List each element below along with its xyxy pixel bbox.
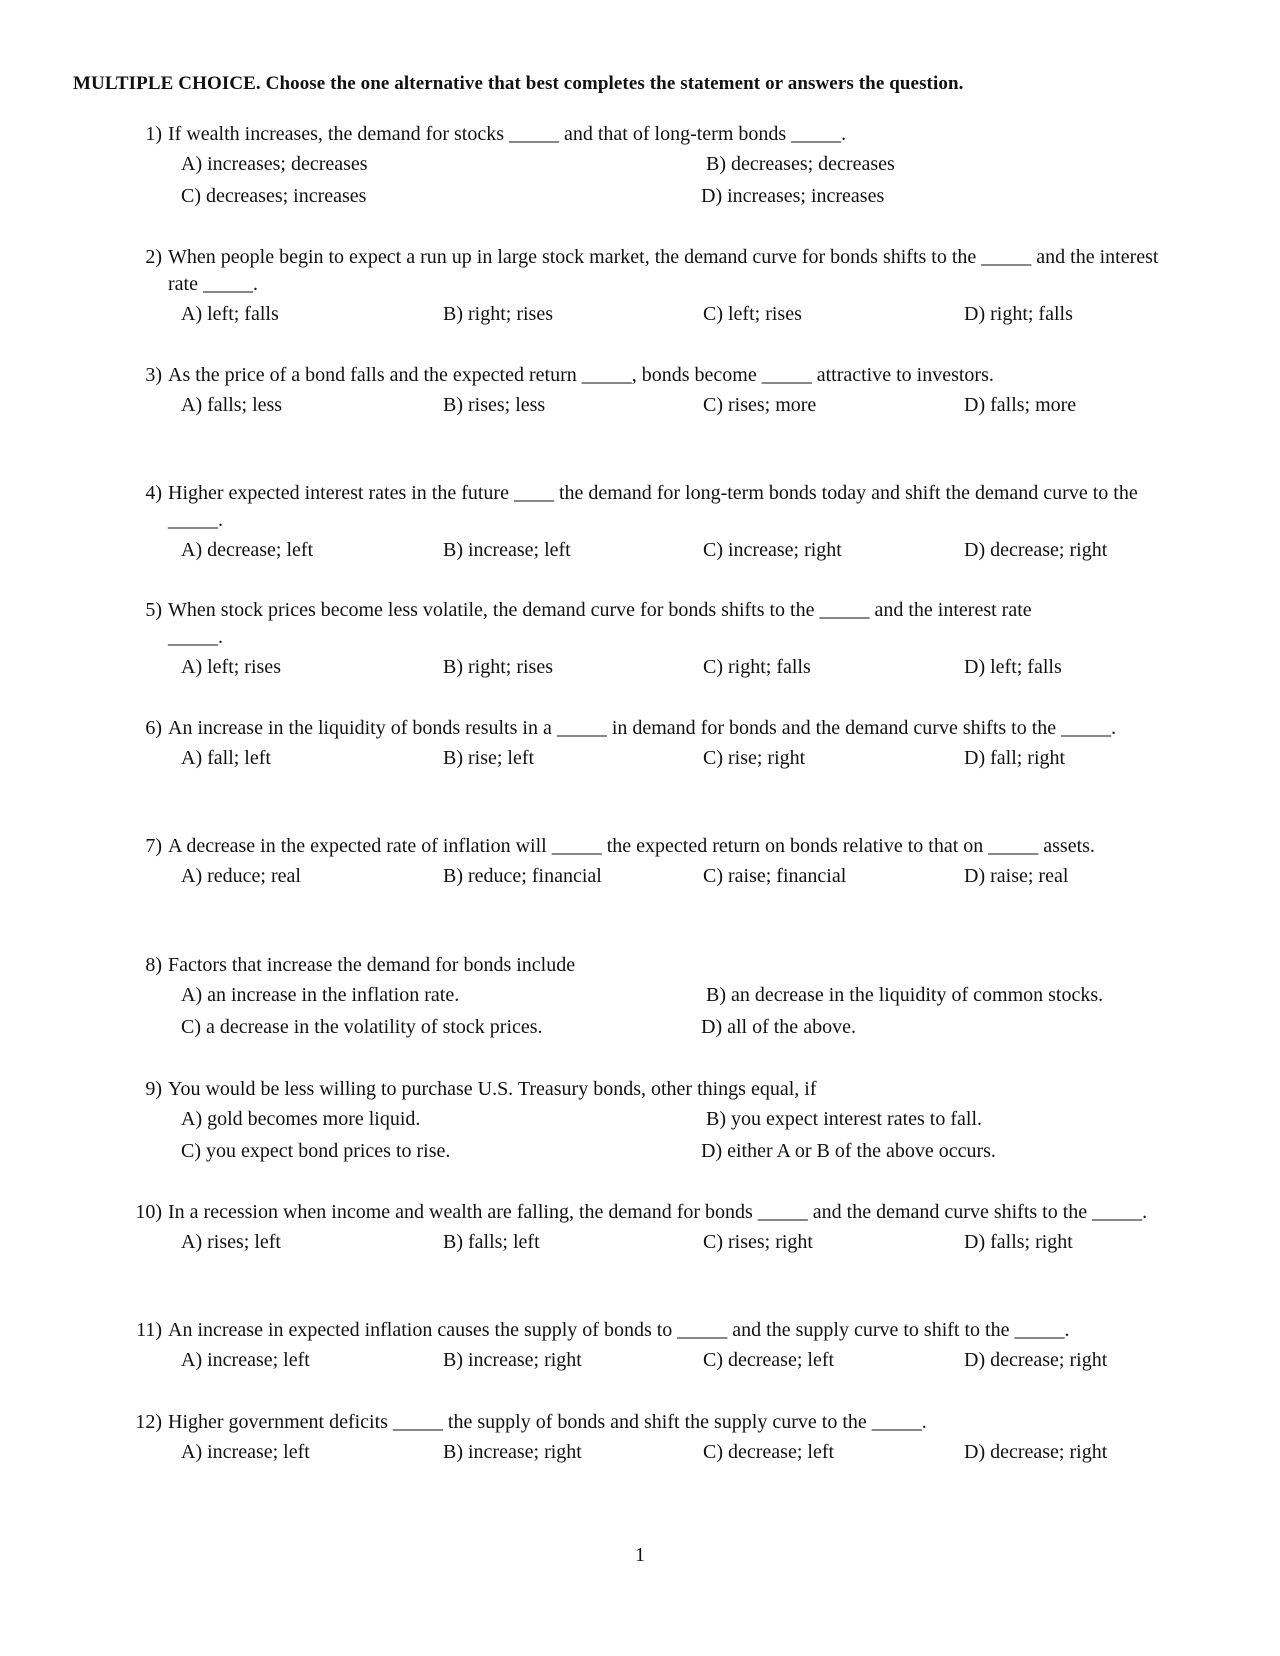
option-c[interactable]: C) decrease; left (703, 1441, 835, 1463)
option-d[interactable]: D) falls; right (964, 1231, 1073, 1253)
options-row (128, 865, 1188, 897)
question-stem (128, 362, 1048, 389)
option-d[interactable]: D) falls; more (964, 394, 1077, 416)
question-text: If wealth increases, the demand for stocks _____ and that of long-term bonds _____. (168, 123, 847, 145)
option-c[interactable]: C) a decrease in the volatility of stock prices. (181, 1016, 543, 1038)
option-a[interactable]: A) increases; decreases (181, 153, 368, 175)
option-b[interactable]: B) increase; left (443, 539, 571, 561)
option-a[interactable]: A) an increase in the inflation rate. (181, 984, 460, 1006)
option-d[interactable]: D) all of the above. (701, 1016, 856, 1038)
option-b[interactable]: B) you expect interest rates to fall. (706, 1108, 983, 1130)
question-7 (128, 833, 1188, 897)
page-number: 1 (635, 1544, 645, 1566)
option-c[interactable]: C) right; falls (703, 656, 811, 678)
section-header: MULTIPLE CHOICE. Choose the one alternative that best completes the statement or answers the question. (73, 73, 964, 94)
option-c[interactable]: C) rise; right (703, 747, 806, 769)
option-c[interactable]: C) raise; financial (703, 865, 847, 887)
question-number: 12) (135, 1411, 162, 1433)
option-b[interactable]: B) right; rises (443, 303, 553, 325)
option-a[interactable]: A) left; rises (181, 656, 281, 678)
option-a[interactable]: A) reduce; real (181, 865, 301, 887)
option-b[interactable]: B) increase; right (443, 1441, 582, 1463)
option-c[interactable]: C) increase; right (703, 539, 842, 561)
question-text: When stock prices become less volatile, the demand curve for bonds shifts to the _____ and the interest rate _____. (168, 599, 1032, 648)
question-12 (128, 1409, 1188, 1473)
question-number: 10) (135, 1201, 162, 1223)
question-number: 3) (145, 364, 162, 386)
question-text: Higher government deficits _____ the supply of bonds and shift the supply curve to the _____. (168, 1411, 927, 1433)
question-number: 11) (136, 1319, 162, 1341)
question-text: An increase in the liquidity of bonds results in a _____ in demand for bonds and the demand curve shifts to the _____. (168, 717, 1117, 739)
option-a[interactable]: A) increase; left (181, 1441, 310, 1463)
options-row (128, 1349, 1188, 1381)
question-4 (128, 480, 1188, 571)
question-3 (128, 362, 1188, 426)
option-b[interactable]: B) reduce; financial (443, 865, 602, 887)
option-b[interactable]: B) rises; less (443, 394, 546, 416)
question-stem (128, 121, 1188, 148)
options-row (128, 1108, 1188, 1140)
option-c[interactable]: C) decrease; left (703, 1349, 835, 1371)
option-b[interactable]: B) right; rises (443, 656, 553, 678)
option-a[interactable]: A) fall; left (181, 747, 271, 769)
options-row (128, 153, 1188, 185)
question-8 (128, 952, 1188, 1048)
options-row (128, 303, 1188, 335)
question-text: In a recession when income and wealth are falling, the demand for bonds _____ and the demand curve shifts to the _____. (168, 1201, 1148, 1223)
question-stem (128, 1076, 1188, 1103)
option-d[interactable]: D) decrease; right (964, 539, 1108, 561)
option-c[interactable]: C) left; rises (703, 303, 802, 325)
question-text: Factors that increase the demand for bonds include (168, 954, 576, 976)
question-text: When people begin to expect a run up in large stock market, the demand curve for bonds shifts to the _____ and the interest rate _____. (168, 246, 1159, 295)
option-d[interactable]: D) decrease; right (964, 1349, 1108, 1371)
question-1 (128, 121, 1188, 217)
option-a[interactable]: A) rises; left (181, 1231, 281, 1253)
question-stem (128, 715, 1188, 742)
question-text: You would be less willing to purchase U.S. Treasury bonds, other things equal, if (168, 1078, 817, 1100)
question-text: A decrease in the expected rate of inflation will _____ the expected return on bonds relative to that on _____ assets. (168, 835, 1095, 857)
options-row (128, 656, 1188, 688)
options-row (128, 185, 1188, 217)
option-c[interactable]: C) rises; right (703, 1231, 813, 1253)
question-stem (128, 1199, 1188, 1226)
option-a[interactable]: A) increase; left (181, 1349, 310, 1371)
option-d[interactable]: D) increases; increases (701, 185, 885, 207)
question-stem (128, 833, 1188, 860)
options-row (128, 1441, 1188, 1473)
question-2 (128, 244, 1188, 335)
options-row (128, 1140, 1188, 1172)
option-d[interactable]: D) right; falls (964, 303, 1073, 325)
option-d[interactable]: D) fall; right (964, 747, 1066, 769)
option-a[interactable]: A) decrease; left (181, 539, 314, 561)
option-b[interactable]: B) increase; right (443, 1349, 582, 1371)
options-row (128, 984, 1188, 1016)
question-text: Higher expected interest rates in the future ____ the demand for long-term bonds today and shift the demand curve to the _____. (168, 482, 1138, 531)
option-a[interactable]: A) left; falls (181, 303, 279, 325)
question-number: 1) (145, 123, 162, 145)
option-c[interactable]: C) rises; more (703, 394, 817, 416)
options-row (128, 394, 1188, 426)
option-b[interactable]: B) falls; left (443, 1231, 540, 1253)
options-row (128, 747, 1188, 779)
question-number: 6) (145, 717, 162, 739)
options-row (128, 1016, 1188, 1048)
option-b[interactable]: B) an decrease in the liquidity of common stocks. (706, 984, 1104, 1006)
question-number: 7) (145, 835, 162, 857)
options-row (128, 1231, 1188, 1263)
question-stem (128, 1409, 1188, 1436)
question-number: 8) (145, 954, 162, 976)
option-a[interactable]: A) falls; less (181, 394, 283, 416)
question-5 (128, 597, 1188, 688)
option-a[interactable]: A) gold becomes more liquid. (181, 1108, 421, 1130)
question-number: 5) (145, 599, 162, 621)
question-10 (128, 1199, 1188, 1263)
option-b[interactable]: B) rise; left (443, 747, 535, 769)
question-11 (128, 1317, 1188, 1381)
question-9 (128, 1076, 1188, 1172)
option-c[interactable]: C) decreases; increases (181, 185, 367, 207)
question-text: An increase in expected inflation causes the supply of bonds to _____ and the supply curve to shift to the _____. (168, 1319, 1070, 1341)
question-stem (128, 244, 1188, 298)
question-stem (128, 480, 1188, 534)
option-c[interactable]: C) you expect bond prices to rise. (181, 1140, 451, 1162)
option-d[interactable]: D) left; falls (964, 656, 1062, 678)
options-row (128, 539, 1188, 571)
option-d[interactable]: D) either A or B of the above occurs. (701, 1140, 996, 1162)
question-stem (128, 952, 1188, 979)
question-text: As the price of a bond falls and the expected return _____, bonds become _____ attractive to investors. (168, 364, 994, 386)
question-number: 2) (145, 246, 162, 268)
option-d[interactable]: D) decrease; right (964, 1441, 1108, 1463)
question-number: 4) (145, 482, 162, 504)
question-stem (128, 1317, 1188, 1344)
option-d[interactable]: D) raise; real (964, 865, 1069, 887)
option-b[interactable]: B) decreases; decreases (706, 153, 895, 175)
question-6 (128, 715, 1188, 779)
question-number: 9) (145, 1078, 162, 1100)
question-stem (128, 597, 1048, 651)
